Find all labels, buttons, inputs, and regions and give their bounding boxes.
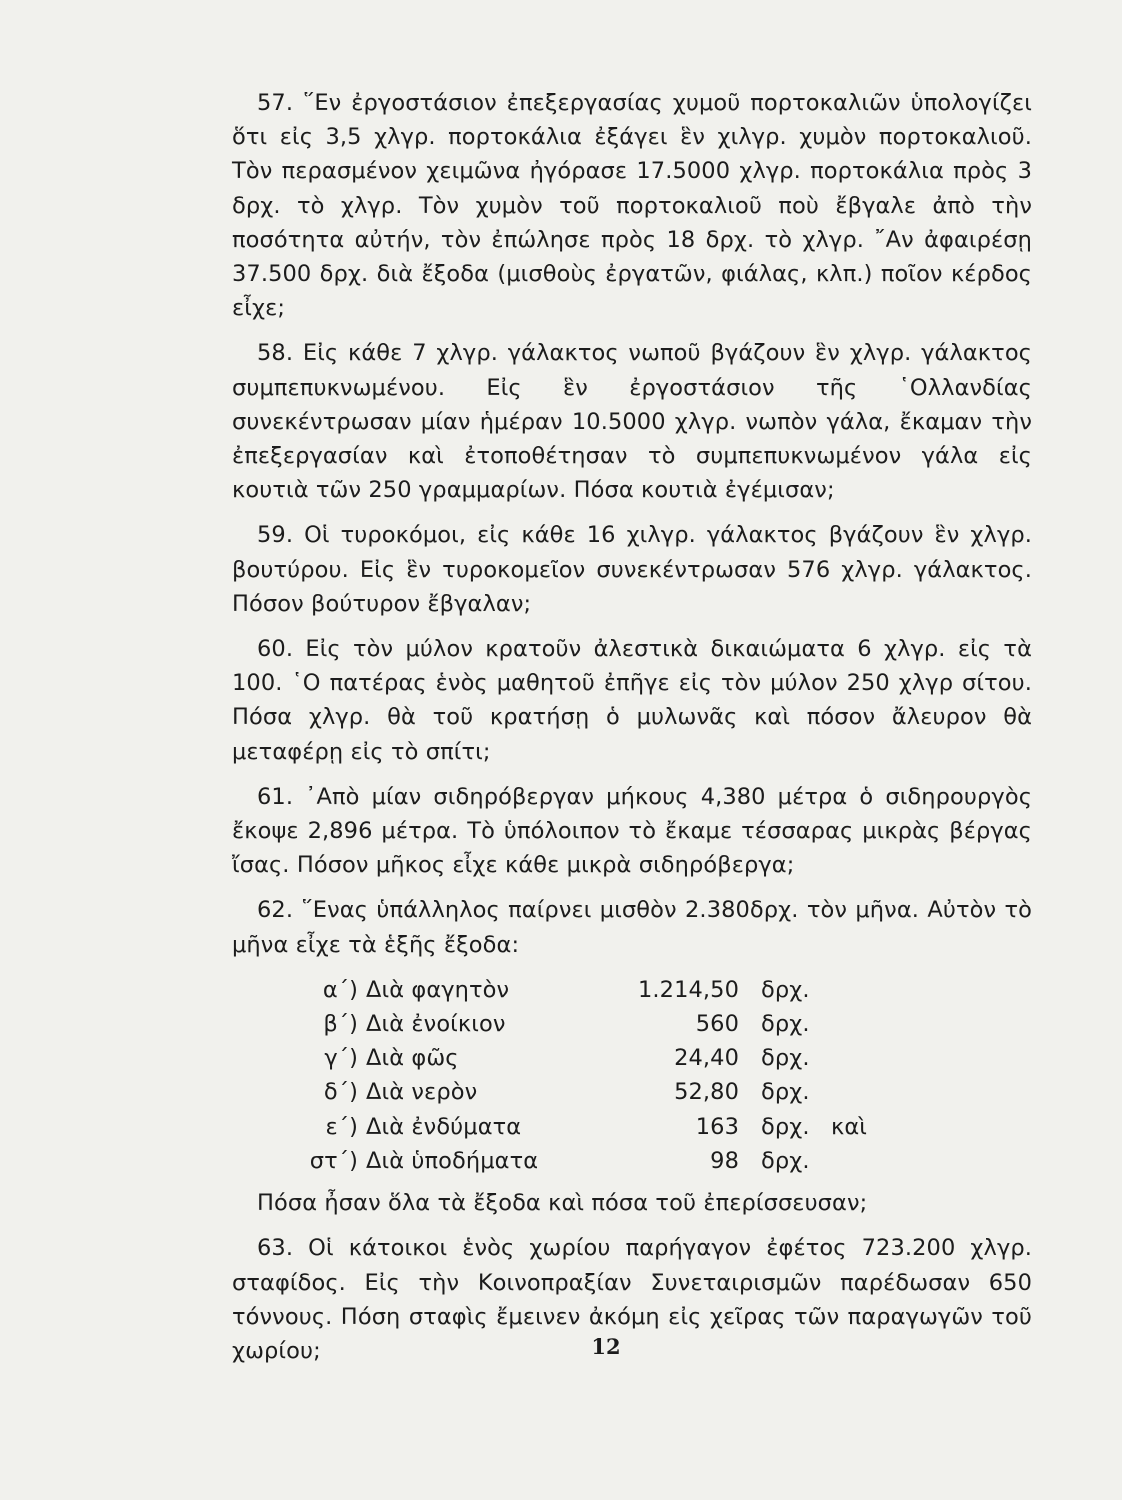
expense-amount: 98 <box>710 1147 739 1174</box>
problem-61: 61. ᾿Απὸ μίαν σιδηρόβεργαν μήκους 4,380 μέτρα ὁ σιδηρουργὸς ἔκοψε 2,896 μέτρα. Τὸ ὑπόλοιπον τὸ ἔκαμε τέσσαρας μικρὰς βέργας ἴσας. Πόσον μῆκος εἶχε κάθε μικρὰ σιδηρόβεργα; <box>232 783 1032 879</box>
expense-extra: καὶ <box>831 1113 868 1140</box>
expense-extra <box>831 973 891 1007</box>
page-number: 12 <box>591 1334 621 1359</box>
problems-text <box>232 86 1032 1379</box>
expense-label: δ΄) <box>323 1079 358 1106</box>
expense-row <box>232 1075 891 1109</box>
expense-item: Διὰ ἐνδύματα <box>366 1113 522 1140</box>
expense-row <box>232 1007 891 1041</box>
expense-item: Διὰ νερὸν <box>366 1079 478 1106</box>
problem-59: 59. Οἱ τυροκόμοι, εἰς κάθε 16 χιλγρ. γάλακτος βγάζουν ἓν χλγρ. βουτύρου. Εἰς ἓν τυροκομεῖον συνεκέντρωσαν 576 χλγρ. γάλακτος. Πόσον βούτυρον ἔβγαλαν; <box>232 522 1032 617</box>
expense-amount: 163 <box>695 1113 739 1140</box>
expense-item: Διὰ ὑποδήματα <box>366 1147 539 1174</box>
expense-amount: 52,80 <box>674 1079 739 1106</box>
problem-62: 62. ῞Ενας ὑπάλληλος παίρνει μισθὸν 2.380δρχ. τὸν μῆνα. Αὐτὸν τὸ μῆνα εἶχε τὰ ἑξῆς ἔξοδα: <box>232 897 1032 958</box>
expense-amount: 560 <box>695 1011 739 1038</box>
expense-label: ε΄) <box>325 1113 358 1140</box>
expense-amount: 24,40 <box>674 1045 739 1072</box>
problem-60: 60. Εἰς τὸν μύλον κρατοῦν ἀλεστικὰ δικαιώματα 6 χλγρ. εἰς τὰ 100. ῾Ο πατέρας ἑνὸς μαθητοῦ ἐπῆγε εἰς τὸν μύλον 250 χλγρ σίτου. Πόσα χλγρ. θὰ τοῦ κρατήσῃ ὁ μυλωνᾶς καὶ πόσον ἄλευρον θὰ μεταφέρῃ εἰς τὸ σπίτι; <box>232 636 1032 765</box>
expense-extra <box>831 1041 891 1075</box>
problem-63: 63. Οἱ κάτοικοι ἑνὸς χωρίου παρήγαγον ἐφέτος 723.200 χλγρ. σταφίδος. Εἰς τὴν Κοινοπραξίαν Συνεταιρισμῶν παρέδωσαν 650 τόννους. Πόση σταφὶς ἔμεινεν ἀκόμη εἰς χεῖρας τῶν παραγωγῶν τοῦ χωρίου; <box>232 1235 1032 1364</box>
expense-row <box>232 1041 891 1075</box>
expense-item: Διὰ φαγητὸν <box>366 976 510 1003</box>
expense-unit: δρχ. <box>761 1079 810 1106</box>
expense-extra <box>831 1007 891 1041</box>
expense-unit: δρχ. <box>761 1113 810 1140</box>
expense-row <box>232 1144 891 1178</box>
problem-57: 57. ῞Εν ἐργοστάσιον ἐπεξεργασίας χυμοῦ πορτοκαλιῶν ὑπολογίζει ὅτι εἰς 3,5 χλγρ. πορτοκάλια ἐξάγει ἓν χιλγρ. χυμὸν πορτοκαλιοῦ. Τὸν περασμένον χειμῶνα ἠγόρασε 17.5000 χλγρ. πορτοκάλια πρὸς 3 δρχ. τὸ χλγρ. Τὸν χυμὸν τοῦ πορτοκαλιοῦ ποὺ ἔβγαλε ἀπὸ τὴν ποσότητα αὐτήν, τὸν ἐπώλησε πρὸς 18 δρχ. τὸ χλγρ. ῎Αν ἀφαιρέσῃ 37.500 δρχ. διὰ ἔξοδα (μισθοὺς ἐργατῶν, φιάλας, κλπ.) ποῖον κέρδος εἶχε; <box>232 90 1032 322</box>
expense-unit: δρχ. <box>761 1011 810 1038</box>
problem-62-question: Πόσα ἦσαν ὅλα τὰ ἔξοδα καὶ πόσα τοῦ ἐπερίσσευσαν; <box>257 1190 868 1217</box>
expense-label: α΄) <box>322 976 358 1003</box>
expense-item: Διὰ ἐνοίκιον <box>366 1011 506 1038</box>
expense-unit: δρχ. <box>761 1147 810 1174</box>
expense-amount: 1.214,50 <box>638 976 739 1003</box>
expense-row <box>232 1110 891 1144</box>
expense-row <box>232 973 891 1007</box>
expense-table <box>232 973 891 1178</box>
expense-extra <box>831 1144 891 1178</box>
expense-label: β΄) <box>323 1011 358 1038</box>
expense-item: Διὰ φῶς <box>366 1045 459 1072</box>
expense-extra <box>831 1075 891 1109</box>
expense-unit: δρχ. <box>761 976 810 1003</box>
expense-label: στ΄) <box>309 1147 358 1174</box>
expense-label: γ΄) <box>324 1045 358 1072</box>
expense-unit: δρχ. <box>761 1045 810 1072</box>
problem-58: 58. Εἰς κάθε 7 χλγρ. γάλακτος νωποῦ βγάζουν ἓν χλγρ. γάλακτος συμπεπυκνωμένου. Εἰς ἓν ἐργοστάσιον τῆς ῾Ολλανδίας συνεκέντρωσαν μίαν ἡμέραν 10.5000 χλγρ. νωπὸν γάλα, ἔκαμαν τὴν ἐπεξεργασίαν καὶ ἐτοποθέτησαν τὸ συμπεπυκνωμένον γάλα εἰς κουτιὰ τῶν 250 γραμμαρίων. Πόσα κουτιὰ ἐγέμισαν; <box>232 340 1032 504</box>
